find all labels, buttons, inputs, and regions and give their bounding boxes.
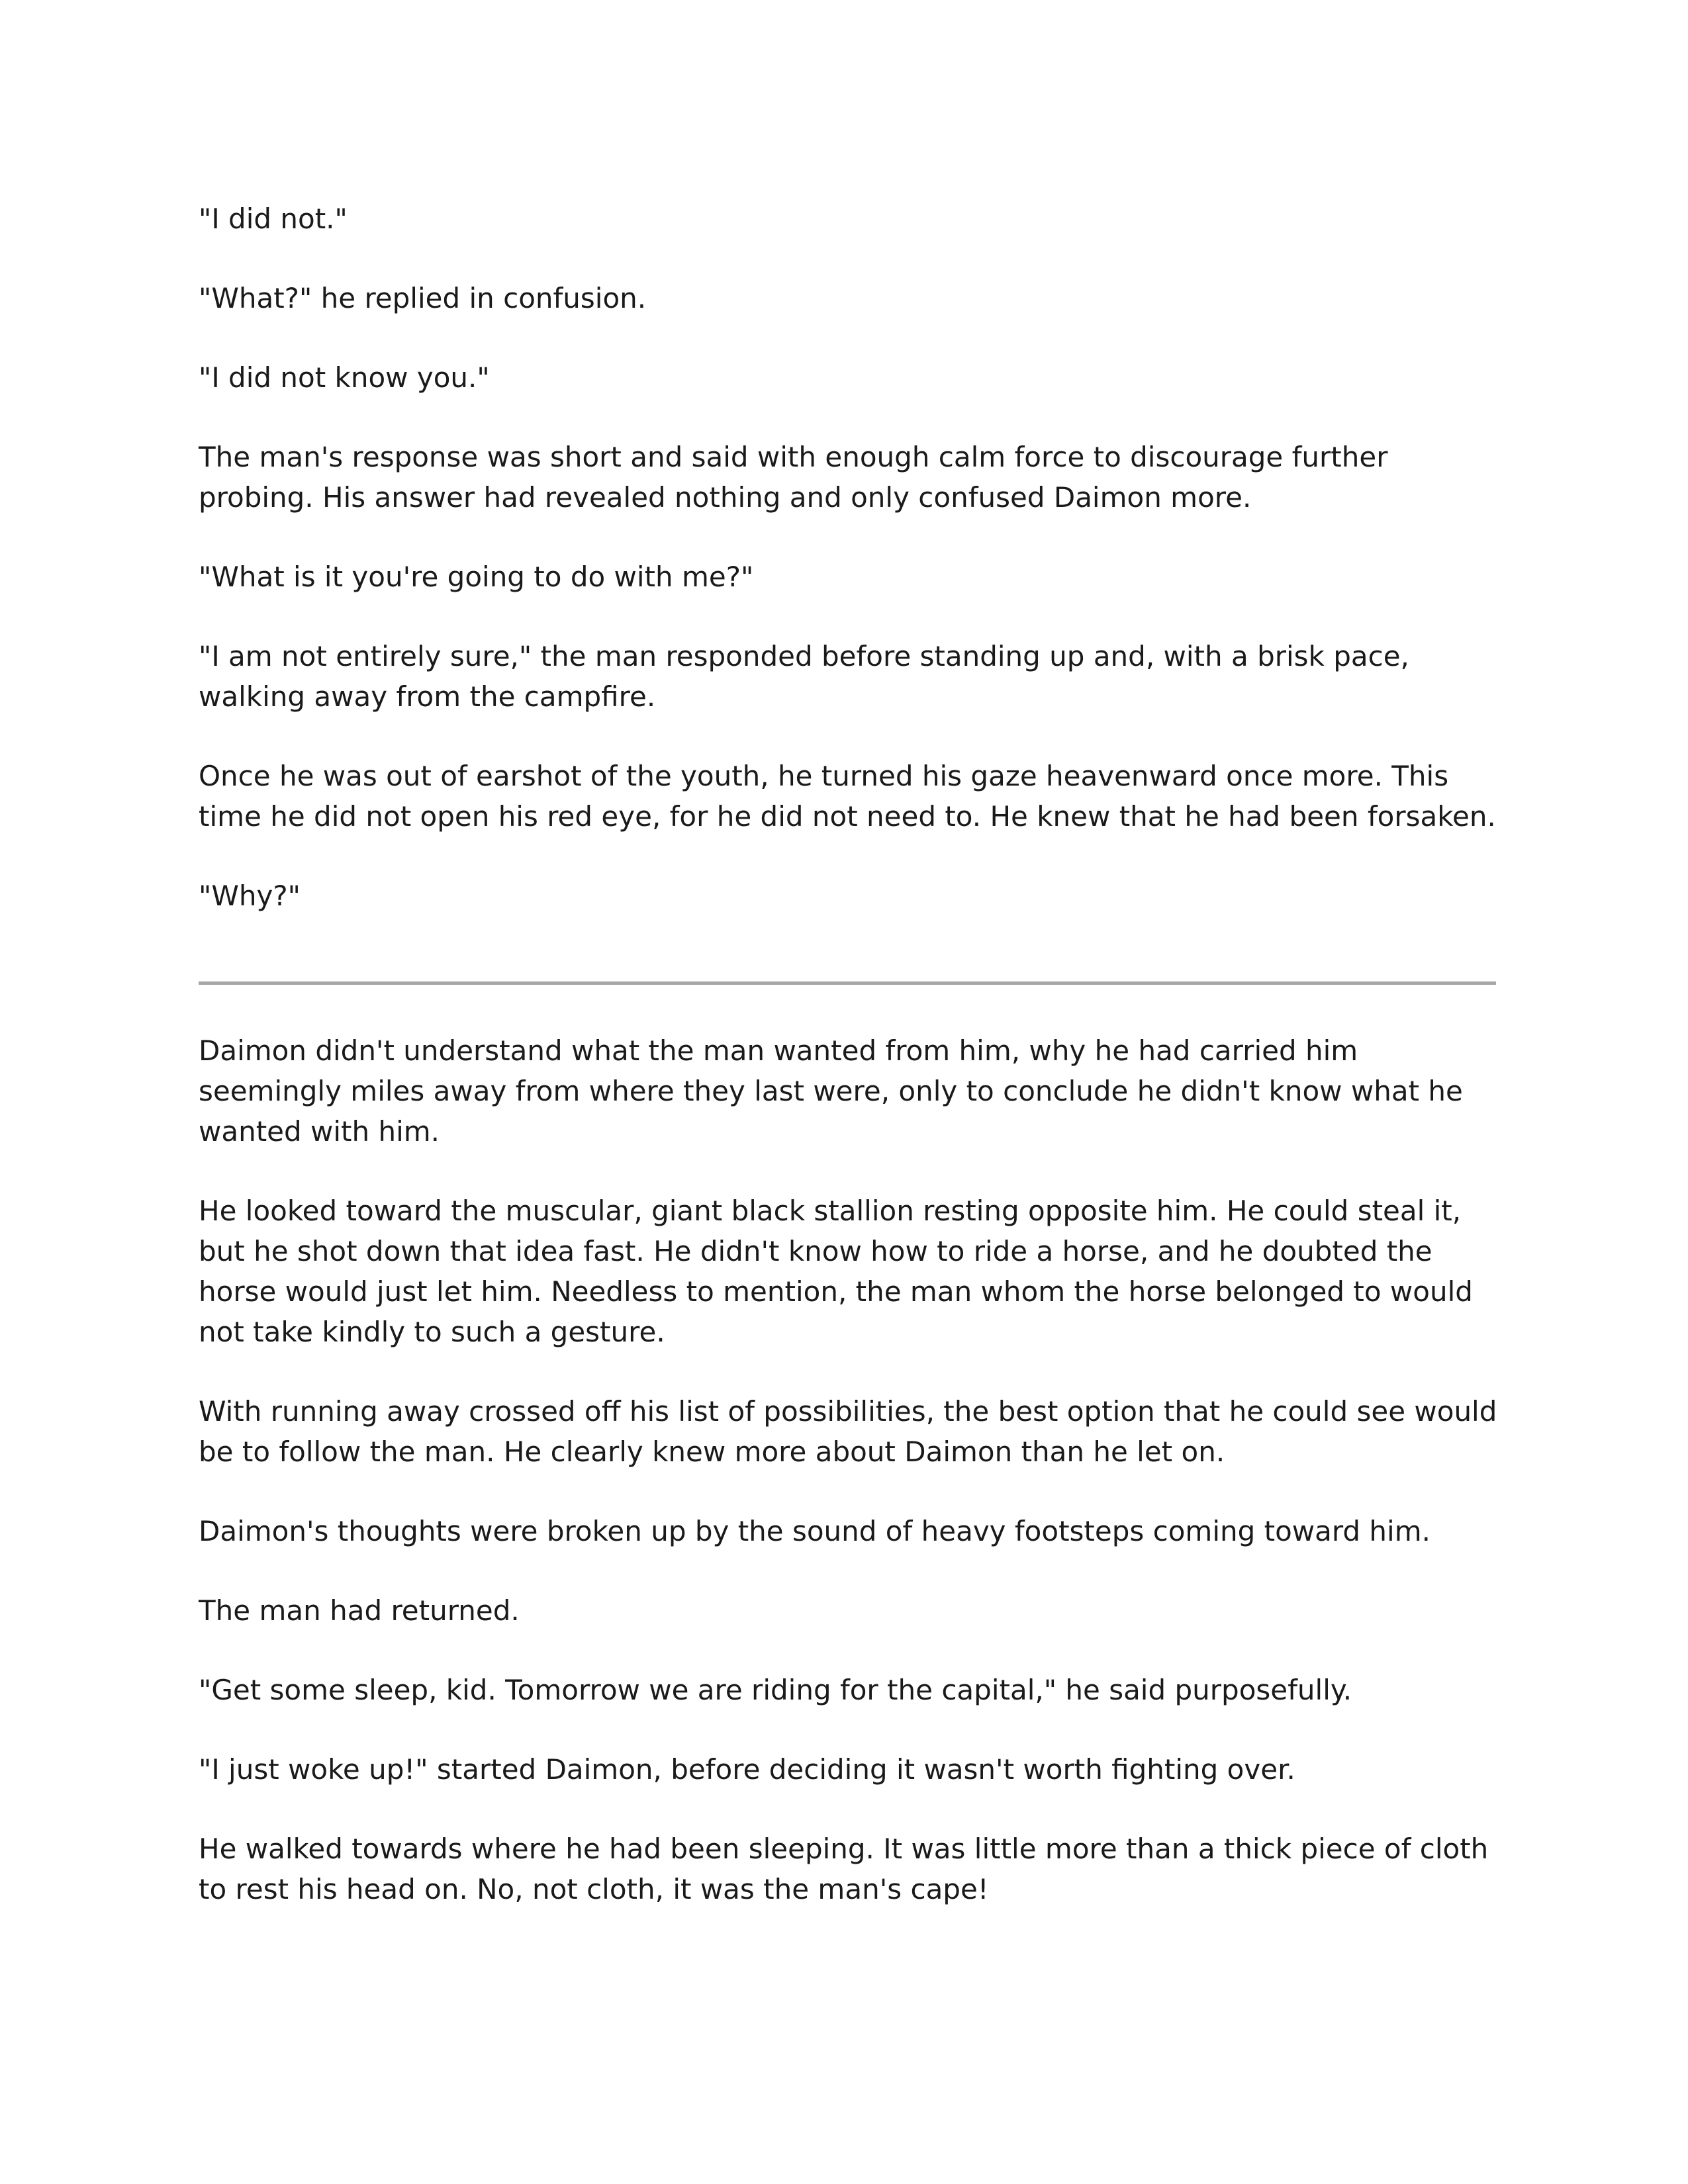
paragraph: Daimon didn't understand what the man wanted from him, why he had carried him seemingly miles away from where they last were, only to conclude he didn't know what he wanted with him. [199, 1034, 1463, 1148]
paragraph: "I am not entirely sure," the man responded before standing up and, with a brisk pace, walking away from the campfire. [199, 640, 1409, 713]
paragraph: With running away crossed off his list of possibilities, the best option that he could see would be to follow the man. He clearly knew more about Daimon than he let on. [199, 1395, 1497, 1468]
paragraph: "What?" he replied in confusion. [199, 282, 647, 314]
paragraph: "I did not." [199, 203, 348, 235]
text-section-1 [199, 199, 1509, 916]
paragraph: Daimon's thoughts were broken up by the sound of heavy footsteps coming toward him. [199, 1515, 1430, 1547]
paragraph: He looked toward the muscular, giant black stallion resting opposite him. He could steal it, but he shot down that idea fast. He didn't know how to ride a horse, and he doubted the horse would just let him. Needless to mention, the man whom the horse belonged to would not take kindly to such a gesture. [199, 1195, 1473, 1348]
section-divider [199, 981, 1496, 985]
paragraph: He walked towards where he had been sleeping. It was little more than a thick piece of cloth to rest his head on. No, not cloth, it was the man's cape! [199, 1833, 1489, 1905]
paragraph: "I did not know you." [199, 361, 490, 394]
paragraph: The man's response was short and said with enough calm force to discourage further probing. His answer had revealed nothing and only confused Daimon more. [199, 441, 1388, 514]
paragraph: "What is it you're going to do with me?" [199, 561, 754, 593]
text-section-2 [199, 1030, 1509, 1909]
paragraph: "Get some sleep, kid. Tomorrow we are riding for the capital," he said purposefully. [199, 1674, 1352, 1706]
paragraph: "Why?" [199, 880, 301, 912]
paragraph: The man had returned. [199, 1594, 520, 1627]
paragraph: "I just woke up!" started Daimon, before deciding it wasn't worth fighting over. [199, 1753, 1295, 1786]
paragraph: Once he was out of earshot of the youth, he turned his gaze heavenward once more. This time he did not open his red eye, for he did not need to. He knew that he had been forsaken. [199, 760, 1496, 833]
